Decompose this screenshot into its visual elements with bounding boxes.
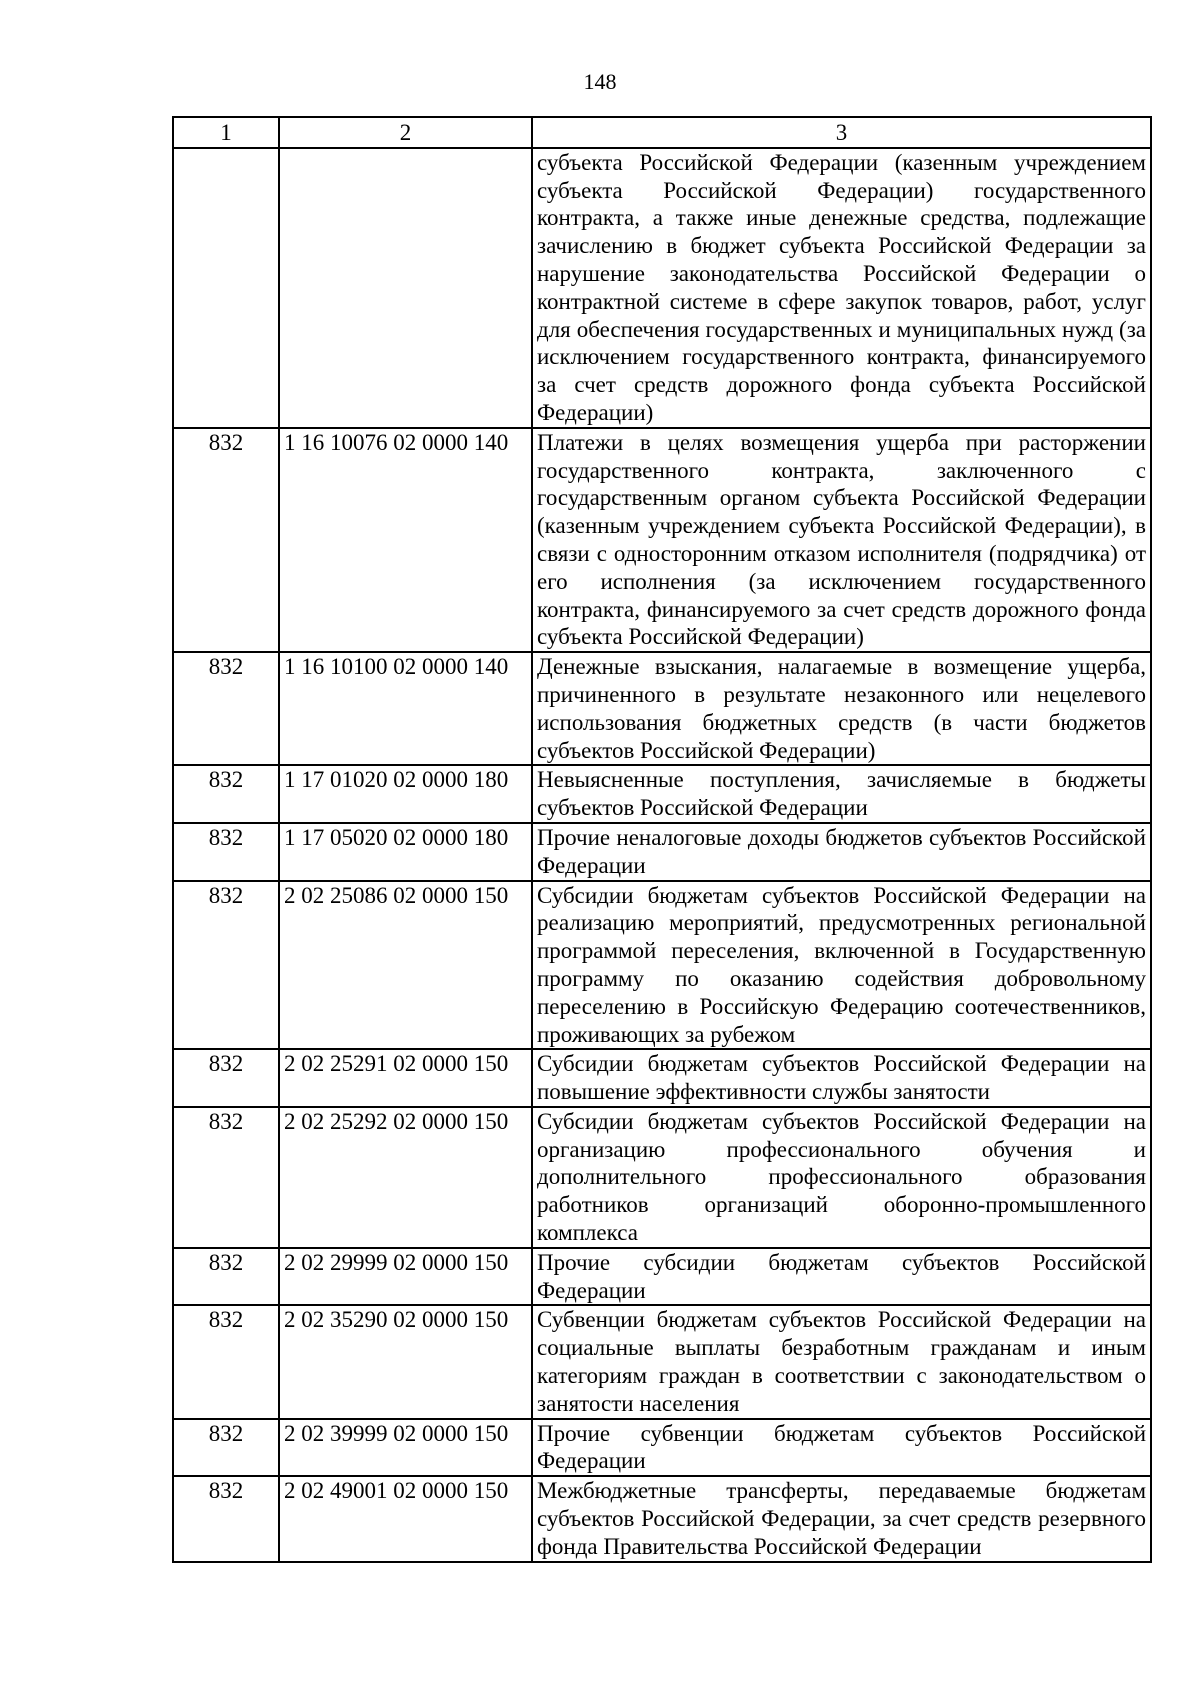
budget-classification-code-cell: 2 02 29999 02 0000 150 <box>279 1248 532 1306</box>
income-description-cell: Прочие субсидии бюджетам субъектов Российской Федерации <box>532 1248 1151 1306</box>
budget-classification-code-cell: 2 02 49001 02 0000 150 <box>279 1476 532 1561</box>
administrator-code-cell: 832 <box>173 881 279 1050</box>
column-header: 1 <box>173 117 279 148</box>
column-header: 2 <box>279 117 532 148</box>
table-row <box>173 1476 1151 1561</box>
table-row <box>173 1419 1151 1477</box>
budget-classification-code-cell <box>279 148 532 428</box>
table-row <box>173 148 1151 428</box>
column-header: 3 <box>532 117 1151 148</box>
budget-classification-code-cell: 1 16 10076 02 0000 140 <box>279 428 532 652</box>
table-row <box>173 823 1151 881</box>
income-description-cell: Субсидии бюджетам субъектов Российской Федерации на реализацию мероприятий, предусмотренных региональной программой переселения, включенной в Государственную программу по оказанию содействия добровольному переселению в Российскую Федерацию соотечественников, проживающих за рубежом <box>532 881 1151 1050</box>
administrator-code-cell: 832 <box>173 428 279 652</box>
budget-classification-code-cell: 1 17 05020 02 0000 180 <box>279 823 532 881</box>
table-row <box>173 1049 1151 1107</box>
income-description-cell: Невыясненные поступления, зачисляемые в бюджеты субъектов Российской Федерации <box>532 765 1151 823</box>
budget-code-table <box>172 116 1152 1563</box>
budget-classification-code-cell: 2 02 25292 02 0000 150 <box>279 1107 532 1248</box>
table-row <box>173 765 1151 823</box>
budget-classification-code-cell: 2 02 39999 02 0000 150 <box>279 1419 532 1477</box>
budget-classification-code-cell: 2 02 25291 02 0000 150 <box>279 1049 532 1107</box>
income-description-cell: Субсидии бюджетам субъектов Российской Федерации на организацию профессионального обучения и дополнительного профессионального образования работников организаций оборонно-промышленного комплекса <box>532 1107 1151 1248</box>
administrator-code-cell: 832 <box>173 1049 279 1107</box>
administrator-code-cell: 832 <box>173 1476 279 1561</box>
administrator-code-cell: 832 <box>173 1305 279 1418</box>
table-row <box>173 1107 1151 1248</box>
administrator-code-cell: 832 <box>173 823 279 881</box>
table-row <box>173 652 1151 765</box>
table-header-row <box>173 117 1151 148</box>
budget-classification-code-cell: 1 16 10100 02 0000 140 <box>279 652 532 765</box>
administrator-code-cell: 832 <box>173 1107 279 1248</box>
income-description-cell: субъекта Российской Федерации (казенным учреждением субъекта Российской Федерации) государственного контракта, а также иные денежные средства, подлежащие зачислению в бюджет субъекта Российской Федерации за нарушение законодательства Российской Федерации о контрактной системе в сфере закупок товаров, работ, услуг для обеспечения государственных и муниципальных нужд (за исключением государственного контракта, финансируемого за счет средств дорожного фонда субъекта Российской Федерации) <box>532 148 1151 428</box>
income-description-cell: Денежные взыскания, налагаемые в возмещение ущерба, причиненного в результате незаконного или нецелевого использования бюджетных средств (в части бюджетов субъектов Российской Федерации) <box>532 652 1151 765</box>
administrator-code-cell: 832 <box>173 1419 279 1477</box>
administrator-code-cell: 832 <box>173 765 279 823</box>
administrator-code-cell <box>173 148 279 428</box>
income-description-cell: Платежи в целях возмещения ущерба при расторжении государственного контракта, заключенного с государственным органом субъекта Российской Федерации (казенным учреждением субъекта Российской Федерации), в связи с односторонним отказом исполнителя (подрядчика) от его исполнения (за исключением государственного контракта, финансируемого за счет средств дорожного фонда субъекта Российской Федерации) <box>532 428 1151 652</box>
income-description-cell: Субсидии бюджетам субъектов Российской Федерации на повышение эффективности службы занятости <box>532 1049 1151 1107</box>
table-row <box>173 428 1151 652</box>
income-description-cell: Прочие субвенции бюджетам субъектов Российской Федерации <box>532 1419 1151 1477</box>
administrator-code-cell: 832 <box>173 652 279 765</box>
budget-classification-code-cell: 2 02 35290 02 0000 150 <box>279 1305 532 1418</box>
budget-classification-code-cell: 2 02 25086 02 0000 150 <box>279 881 532 1050</box>
budget-classification-code-cell: 1 17 01020 02 0000 180 <box>279 765 532 823</box>
income-description-cell: Прочие неналоговые доходы бюджетов субъектов Российской Федерации <box>532 823 1151 881</box>
table-row <box>173 1248 1151 1306</box>
page-number: 148 <box>583 69 617 94</box>
income-description-cell: Субвенции бюджетам субъектов Российской Федерации на социальные выплаты безработным гражданам и иным категориям граждан в соответствии с законодательством о занятости населения <box>532 1305 1151 1418</box>
administrator-code-cell: 832 <box>173 1248 279 1306</box>
income-description-cell: Межбюджетные трансферты, передаваемые бюджетам субъектов Российской Федерации, за счет средств резервного фонда Правительства Российской Федерации <box>532 1476 1151 1561</box>
table-row <box>173 881 1151 1050</box>
table-row <box>173 1305 1151 1418</box>
